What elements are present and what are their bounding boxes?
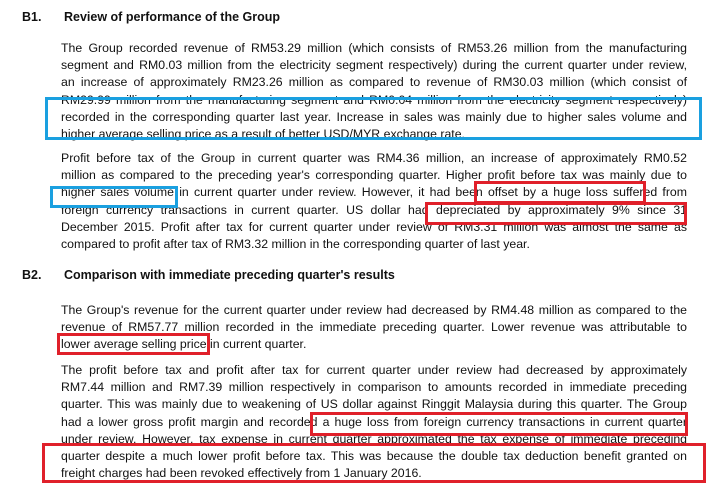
- text-line: RM7.44 million and RM7.39 million respectively in comparison to amounts recorded in immediate preceding: [61, 380, 687, 395]
- text-line: lower average selling price in current quarter.: [61, 337, 307, 352]
- text-line: higher average selling price as a result of better USD/MYR exchange rate.: [61, 126, 465, 141]
- section-title: Comparison with immediate preceding quarter's results: [64, 268, 395, 282]
- text-line: Profit before tax of the Group in current quarter was RM4.36 million, an increase of approximately RM0.52: [61, 151, 687, 165]
- text-line: The Group's revenue for the current quarter under review had decreased by RM4.48 million as compared to the: [61, 303, 687, 317]
- section-title: Review of performance of the Group: [64, 10, 281, 24]
- text-line: segment and RM0.03 million from the electricity segment respectively) during the current quarter under review,: [61, 58, 687, 73]
- text-line: quarter. This was mainly due to weakening of US dollar against Ringgit Malaysia during this quarter. The Group: [61, 397, 687, 412]
- text-line: an increase of approximately RM23.26 million as compared to revenue of RM30.03 million (which consist of: [61, 75, 687, 90]
- text-line: The Group recorded revenue of RM53.29 million (which consists of RM53.26 million from the manufacturing: [61, 41, 687, 55]
- section-number: B2.: [22, 268, 42, 282]
- text-line: revenue of RM57.77 million recorded in the immediate preceding quarter. Lower revenue was attributable to: [61, 320, 687, 335]
- text-line: higher sales volume in current quarter under review. However, it had been offset by a huge loss suffered from: [61, 185, 687, 200]
- text-line: freight charges had been revoked effectively from 1 January 2016.: [61, 466, 422, 481]
- b2-paragraph-profit: [61, 362, 687, 482]
- text-line: RM29.99 million from the manufacturing segment and RM0.04 million from the electricity segment respectively): [61, 92, 687, 107]
- text-line: The profit before tax and profit after tax for current quarter under review had decreased by approximately: [61, 363, 687, 377]
- text-line: December 2015. Profit after tax for current quarter under review of RM3.31 million was almost the same as: [61, 219, 687, 234]
- b1-paragraph-profit: [61, 150, 687, 253]
- text-line: quarter despite a much lower profit before tax. This was because the double tax deduction benefit granted on: [61, 448, 687, 463]
- text-line: under review. However, tax expense in current quarter approximated the tax expense of immediate preceding: [61, 431, 687, 446]
- text-line: foreign currency transactions in current quarter. US dollar had depreciated by approximately 9% since 31: [61, 202, 687, 217]
- text-line: recorded in the corresponding quarter last year. Increase in sales was mainly due to higher sales volume and: [61, 109, 687, 124]
- text-line: million as compared to the preceding year's corresponding quarter. Higher profit before tax was mainly due to: [61, 168, 687, 183]
- text-line: had a lower gross profit margin and recorded a huge loss from foreign currency transactions in current quarter: [61, 414, 687, 429]
- section-number: B1.: [22, 10, 42, 24]
- b2-paragraph-revenue: [61, 302, 687, 354]
- b1-paragraph-revenue: [61, 40, 687, 143]
- text-line: compared to profit after tax of RM3.32 million in the corresponding quarter of last year.: [61, 236, 530, 251]
